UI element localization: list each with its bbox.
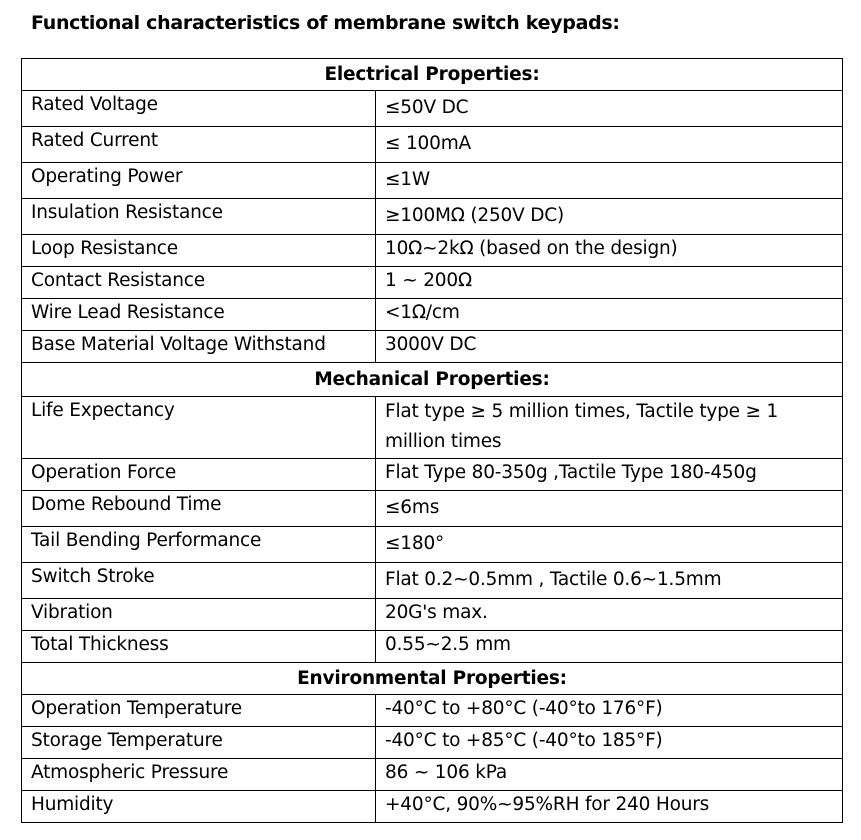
table-row xyxy=(22,563,843,599)
property-value: 86 ~ 106 kPa xyxy=(376,759,843,791)
property-name: Tail Bending Performance xyxy=(22,527,376,563)
document-title: Functional characteristics of membrane switch keypads: xyxy=(31,12,620,34)
property-name: Rated Current xyxy=(22,127,376,163)
property-value: Flat Type 80-350g ,Tactile Type 180-450g xyxy=(376,459,843,491)
property-value: 10Ω~2kΩ (based on the design) xyxy=(376,235,843,267)
table-row xyxy=(22,491,843,527)
property-name: Rated Voltage xyxy=(22,91,376,127)
property-name: Base Material Voltage Withstand xyxy=(22,331,376,363)
property-name: Storage Temperature xyxy=(22,727,376,759)
table-row xyxy=(22,331,843,363)
specifications-table xyxy=(21,58,843,823)
property-name: Humidity xyxy=(22,791,376,823)
property-value: ≤50V DC xyxy=(376,91,843,127)
table-row xyxy=(22,527,843,563)
table-row xyxy=(22,163,843,199)
table-row xyxy=(22,695,843,727)
property-name: Life Expectancy xyxy=(22,397,376,459)
property-value: Flat 0.2~0.5mm , Tactile 0.6~1.5mm xyxy=(376,563,843,599)
table-row xyxy=(22,759,843,791)
property-name: Operation Force xyxy=(22,459,376,491)
property-value: ≤180° xyxy=(376,527,843,563)
property-name: Operating Power xyxy=(22,163,376,199)
property-name: Vibration xyxy=(22,599,376,631)
property-value: 3000V DC xyxy=(376,331,843,363)
property-name: Loop Resistance xyxy=(22,235,376,267)
table-row xyxy=(22,397,843,459)
property-value: +40°C, 90%~95%RH for 240 Hours xyxy=(376,791,843,823)
table-row xyxy=(22,631,843,663)
property-name: Dome Rebound Time xyxy=(22,491,376,527)
table-row xyxy=(22,299,843,331)
property-name: Contact Resistance xyxy=(22,267,376,299)
table-row xyxy=(22,459,843,491)
property-name: Switch Stroke xyxy=(22,563,376,599)
property-name: Total Thickness xyxy=(22,631,376,663)
property-value: -40°C to +80°C (-40°to 176°F) xyxy=(376,695,843,727)
section-heading-electrical: Electrical Properties: xyxy=(22,59,843,91)
property-value: Flat type ≥ 5 million times, Tactile type ≥ 1 million times xyxy=(376,397,843,459)
table-row xyxy=(22,727,843,759)
property-value: ≤1W xyxy=(376,163,843,199)
property-name: Insulation Resistance xyxy=(22,199,376,235)
section-header-row xyxy=(22,59,843,91)
property-value: 0.55~2.5 mm xyxy=(376,631,843,663)
section-header-row xyxy=(22,363,843,397)
property-value: 1 ~ 200Ω xyxy=(376,267,843,299)
table-row xyxy=(22,91,843,127)
table-row xyxy=(22,127,843,163)
property-value: ≤ 100mA xyxy=(376,127,843,163)
section-header-row xyxy=(22,663,843,695)
table-row xyxy=(22,235,843,267)
property-value: 20G's max. xyxy=(376,599,843,631)
property-value: ≤6ms xyxy=(376,491,843,527)
table-row xyxy=(22,599,843,631)
property-value: <1Ω/cm xyxy=(376,299,843,331)
property-name: Atmospheric Pressure xyxy=(22,759,376,791)
table-row xyxy=(22,267,843,299)
table-row xyxy=(22,199,843,235)
property-name: Operation Temperature xyxy=(22,695,376,727)
property-value: ≥100MΩ (250V DC) xyxy=(376,199,843,235)
property-name: Wire Lead Resistance xyxy=(22,299,376,331)
section-heading-mechanical: Mechanical Properties: xyxy=(22,363,843,397)
section-heading-environmental: Environmental Properties: xyxy=(22,663,843,695)
property-value: -40°C to +85°C (-40°to 185°F) xyxy=(376,727,843,759)
table-row xyxy=(22,791,843,823)
